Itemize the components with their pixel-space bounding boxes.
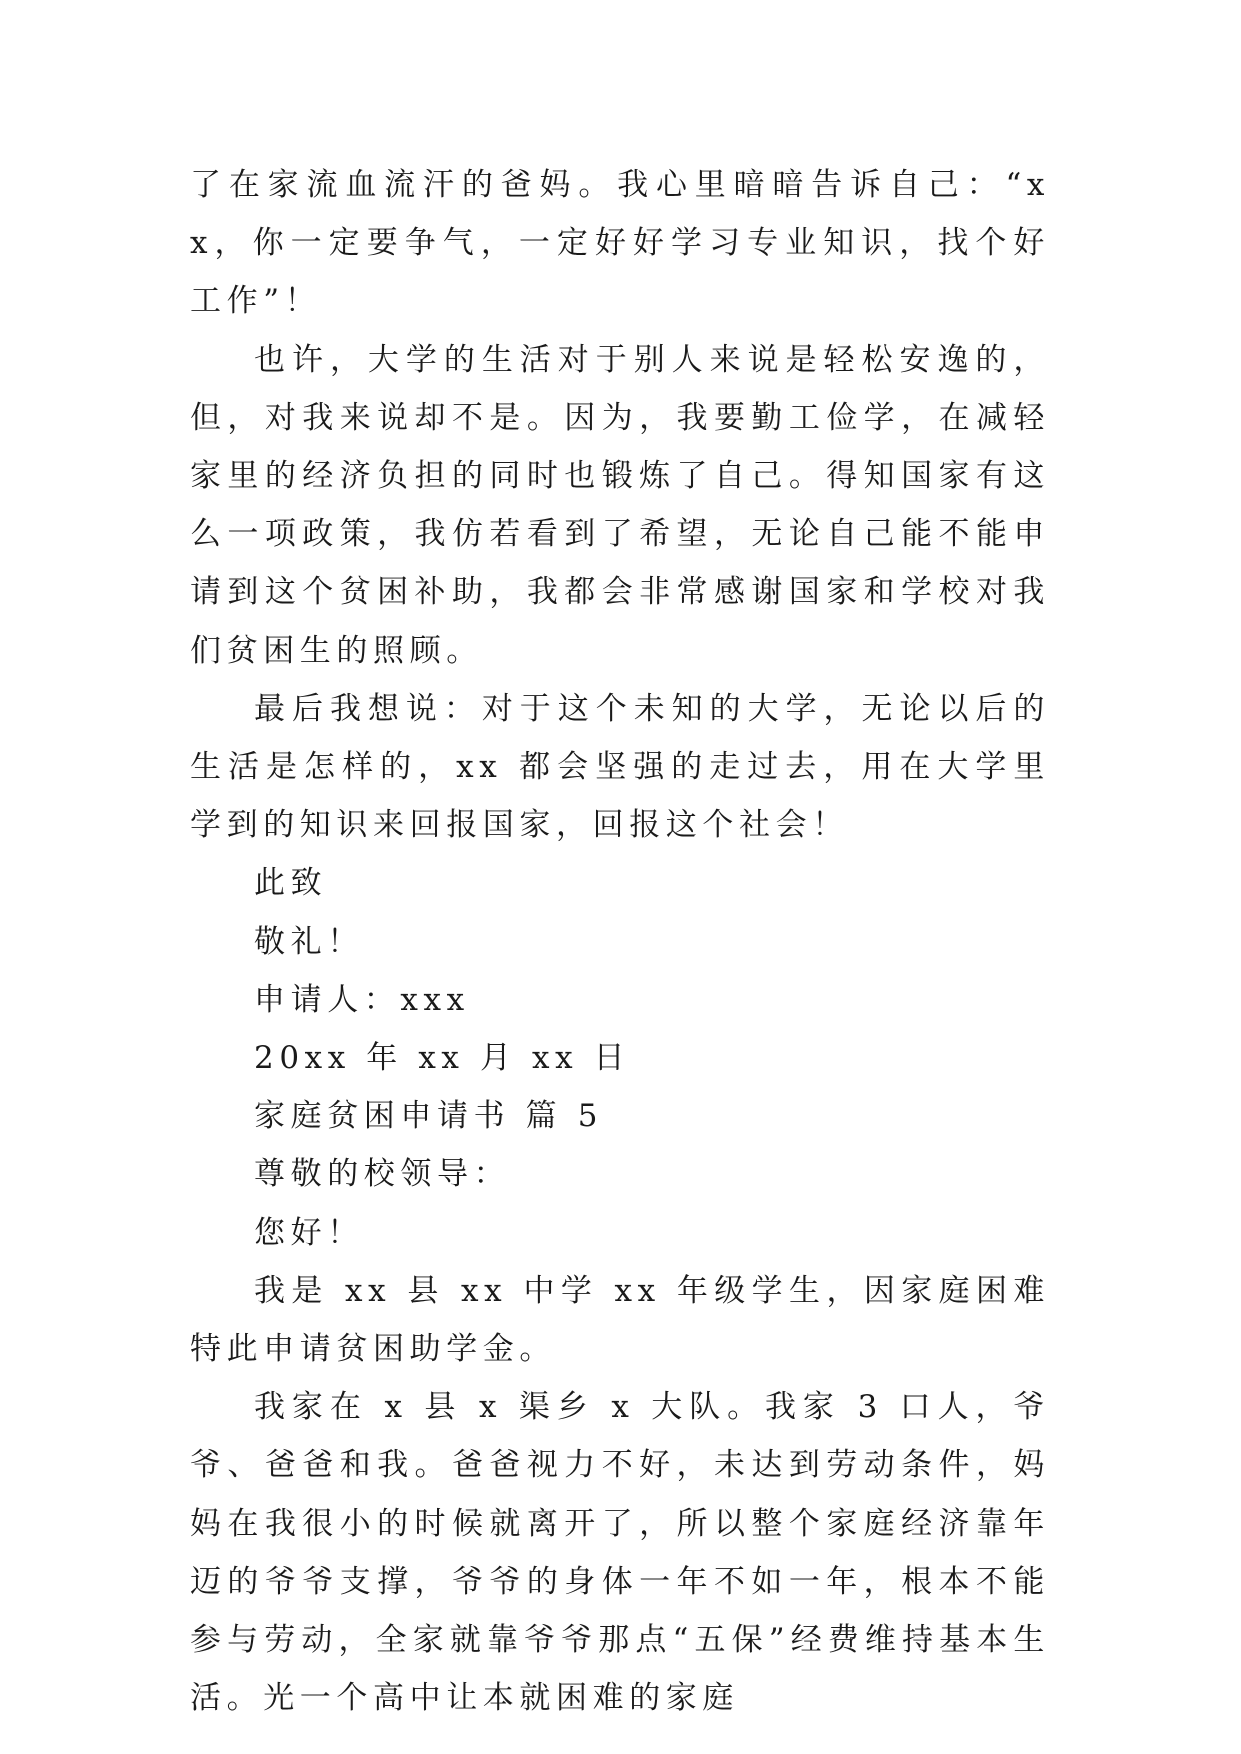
greeting-hello: 您好！: [254, 1214, 364, 1251]
closing-salutation: 此致: [254, 865, 328, 902]
paragraph-2: 也许，大学的生活对于别人来说是轻松安逸的，但，对我来说却不是。因为，我要勤工俭学，在减轻家里的经济负担的同时也锻炼了自己。得知国家有这么一项政策，我仿若看到了希望，无论自己能不能申请到这个贫困补助，我都会非常感谢国家和学校对我们贫困生的照顾。: [190, 341, 1050, 669]
document-body: [190, 156, 1050, 1727]
date-line: 20xx 年 xx 月 xx 日: [254, 1040, 631, 1077]
greeting-recipient: 尊敬的校领导：: [254, 1156, 511, 1193]
section-title: 家庭贫困申请书 篇 5: [254, 1098, 604, 1135]
closing-regards: 敬礼！: [254, 923, 364, 960]
paragraph-family: 我家在 x 县 x 渠乡 x 大队。我家 3 口人，爷爷、爸爸和我。爸爸视力不好，未达到劳动条件，妈妈在我很小的时候就离开了，所以整个家庭经济靠年迈的爷爷支撑，爷爷的身体一年不如一年，根本不能参与劳动，全家就靠爷爷那点“五保”经费维持基本生活。光一个高中让本就困难的家庭: [190, 1389, 1050, 1717]
paragraph-3: 最后我想说：对于这个未知的大学，无论以后的生活是怎样的，xx 都会坚强的走过去，用在大学里学到的知识来回报国家，回报这个社会！: [190, 690, 1050, 844]
paragraph-intro: 我是 xx 县 xx 中学 xx 年级学生，因家庭困难特此申请贫困助学金。: [190, 1272, 1050, 1368]
paragraph-1: 了在家流血流汗的爸妈。我心里暗暗告诉自己：“xx，你一定要争气，一定好好学习专业知识，找个好工作”！: [190, 167, 1050, 320]
applicant-line: 申请人：xxx: [254, 981, 470, 1018]
